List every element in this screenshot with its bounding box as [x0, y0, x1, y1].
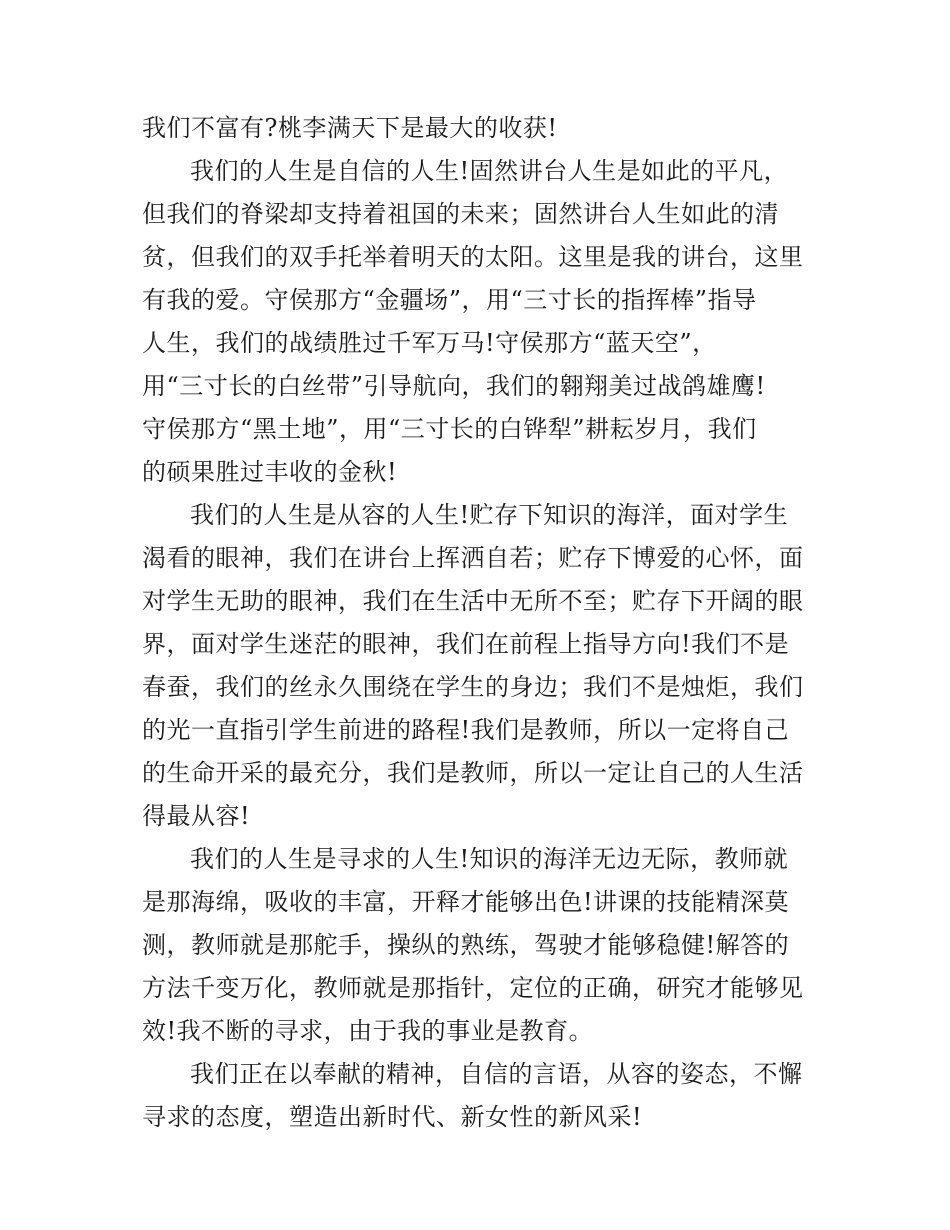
text-line: 效!我不断的寻求，由于我的事业是教育。: [142, 1017, 594, 1045]
paragraph-start-line: 我们的人生是从容的人生!贮存下知识的海洋，面对学生: [190, 501, 789, 529]
text-line: 得最从容!: [142, 802, 251, 830]
text-line: 界，面对学生迷茫的眼神，我们在前程上指导方向!我们不是: [142, 630, 790, 658]
text-line: 对学生无助的眼神，我们在生活中无所不至；贮存下开阔的眼: [142, 587, 804, 615]
text-line: 我们不富有?桃李满天下是最大的收获!: [142, 114, 558, 142]
text-line: 的硕果胜过丰收的金秋!: [142, 458, 398, 486]
text-line: 但我们的脊梁却支持着祖国的未来；固然讲台人生如此的清: [142, 200, 779, 228]
text-line: 贫，但我们的双手托举着明天的太阳。这里是我的讲台，这里: [142, 243, 804, 271]
text-line: 有我的爱。守侯那方“金疆场”，用“三寸长的指挥棒”指导: [142, 286, 757, 314]
text-line: 方法千变万化，教师就是那指针，定位的正确，研究才能够见: [142, 974, 804, 1002]
text-line: 的生命开采的最充分，我们是教师，所以一定让自己的人生活: [142, 759, 804, 787]
text-line: 人生，我们的战绩胜过千军万马!守侯那方“蓝天空”，: [142, 329, 717, 357]
text-line: 寻求的态度，塑造出新时代、新女性的新风采!: [142, 1103, 643, 1131]
text-line: 守侯那方“黑土地”，用“三寸长的白铧犁”耕耘岁月，我们: [142, 415, 757, 443]
paragraph-start-line: 我们正在以奉献的精神，自信的言语，从容的姿态，不懈: [190, 1060, 803, 1088]
text-line: 是那海绵，吸收的丰富，开释才能够出色!讲课的技能精深莫: [142, 888, 790, 916]
text-line: 用“三寸长的白丝带”引导航向，我们的翱翔美过战鸽雄鹰!: [142, 372, 766, 400]
text-line: 的光一直指引学生前进的路程!我们是教师，所以一定将自己: [142, 716, 790, 744]
text-line: 测，教师就是那舵手，操纵的熟练，驾驶才能够稳健!解答的: [142, 931, 790, 959]
paragraph-start-line: 我们的人生是自信的人生!固然讲台人生是如此的平凡，: [190, 157, 789, 185]
text-line: 渴看的眼神，我们在讲台上挥洒自若；贮存下博爱的心怀，面: [142, 544, 804, 572]
text-line: 春蚕，我们的丝永久围绕在学生的身边；我们不是烛炬，我们: [142, 673, 804, 701]
paragraph-start-line: 我们的人生是寻求的人生!知识的海洋无边无际，教师就: [190, 845, 789, 873]
